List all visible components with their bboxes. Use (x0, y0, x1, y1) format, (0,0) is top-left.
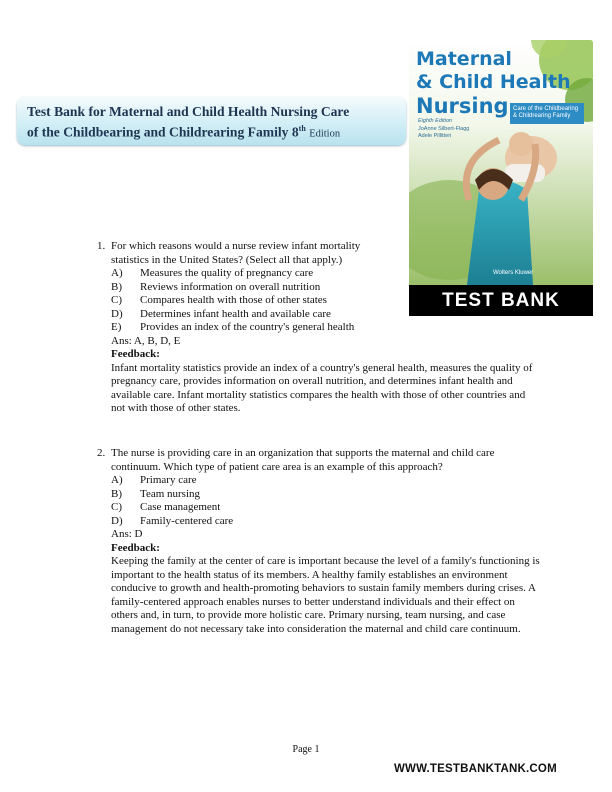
title-line-1: Test Bank for Maternal and Child Health Nursing Care (27, 104, 350, 119)
feedback-text: Infant mortality statistics provide an index of a country's general health, measures the quality of pregnancy care, provides information on overall nutrition, and determines infant health and available care. Infant mortality statistics compares the health with those of other countries and not with those of other states. (111, 361, 533, 414)
option-text: Team nursing (140, 487, 201, 500)
option (111, 294, 536, 308)
option-text: Primary care (140, 474, 197, 486)
cover-subtitle: Care of the Childbearing & Childrearing Family (510, 103, 584, 124)
option-letter: C) (111, 501, 122, 513)
title-line-2: of the Childbearing and Childrearing Family 8th Edition (27, 124, 341, 140)
option-letter: A) (111, 474, 123, 486)
feedback-heading: Feedback: (111, 541, 160, 554)
option-text: Compares health with those of other states (140, 294, 327, 306)
cover-title-line-1: Maternal (416, 48, 512, 70)
option (111, 488, 541, 502)
test-bank-banner: TEST BANK (409, 285, 593, 316)
option (111, 474, 541, 488)
title-banner (17, 97, 406, 145)
question-number: 2. (97, 447, 106, 459)
option-letter: B) (111, 280, 122, 293)
cover-authors: JoAnne Silbert-Flagg Adele Pillitteri (418, 126, 470, 139)
question-stem: The nurse is providing care in an organization that supports the maternal and child care continuum. Which type of patient care area is an example of this approach? (111, 447, 495, 473)
option-letter: C) (111, 294, 122, 306)
option-text: Reviews information on overall nutrition (140, 280, 321, 293)
option (111, 501, 541, 515)
question-1 (97, 240, 536, 416)
title-edition: Edition (309, 128, 341, 140)
cover-publisher: Wolters Kluwer (493, 270, 534, 276)
option-letter: B) (111, 487, 122, 500)
option (111, 308, 536, 322)
question-2 (97, 447, 541, 636)
feedback-heading: Feedback: (111, 348, 160, 360)
cover-edition: Eighth Edition (418, 118, 452, 124)
cover-title-line-3: Nursing (416, 94, 509, 118)
option-letter: E) (111, 321, 122, 333)
option (111, 267, 536, 281)
footer-url: WWW.TESTBANKTANK.COM (394, 763, 557, 775)
option-text: Determines infant health and available care (140, 307, 331, 320)
option-letter: A) (111, 267, 123, 279)
title-superscript: th (298, 124, 306, 133)
option (111, 321, 536, 335)
page-number: Page 1 (292, 744, 320, 755)
option-text: Case management (140, 501, 221, 513)
option (111, 281, 536, 295)
option-letter: D) (111, 514, 123, 527)
option-text: Provides an index of the country's general health (140, 321, 355, 333)
cover-title-line-2: & Child Health (416, 71, 571, 93)
option-letter: D) (111, 307, 123, 320)
answer: Ans: D (111, 528, 143, 540)
option (111, 515, 541, 529)
answer: Ans: A, B, D, E (111, 334, 181, 347)
option-text: Measures the quality of pregnancy care (140, 267, 314, 279)
feedback-text: Keeping the family at the center of care is important because the level of a family's functioning is important to the health status of its members. A healthy family establishes an environment conducive to growth and health-promoting behaviors to sustain family members during crises. A family-centered approach enables nurses to better understand individuals and their effect on others and, in turn, to provide more holistic care. Primary nursing, team nursing, and case management do not necessary take into consideration the maternal and child care continuum. (111, 555, 540, 635)
option-text: Family-centered care (140, 514, 234, 527)
question-stem: For which reasons would a nurse review infant mortality statistics in the United States? (Select all that apply.) (111, 240, 361, 266)
question-number: 1. (97, 240, 106, 252)
